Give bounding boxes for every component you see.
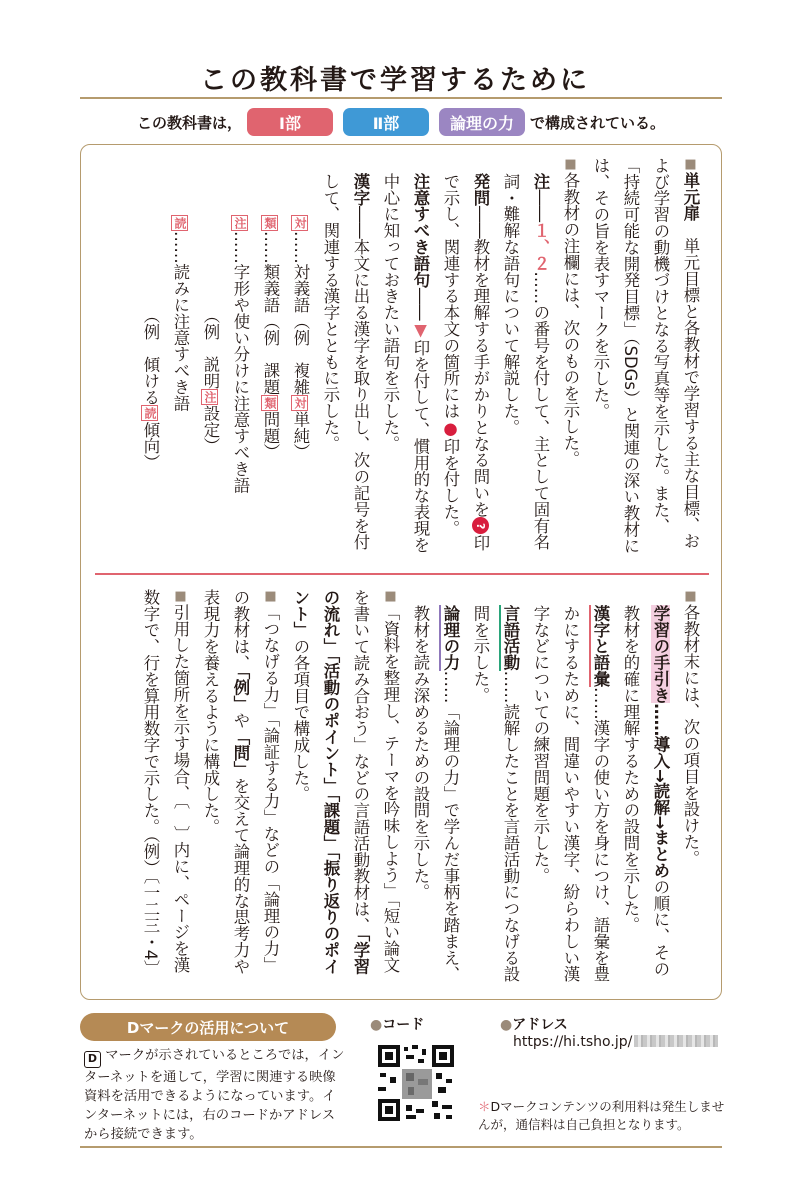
- question-text-3: 印を付した。: [441, 438, 460, 537]
- d-mark-icon: D: [84, 1051, 101, 1068]
- logic-heading: 論理の力: [441, 605, 460, 671]
- qr-code[interactable]: [376, 1043, 456, 1123]
- language-activity-text: ……読解したことを言語活動につなげる設問を示した。: [471, 605, 520, 983]
- fee-note-text: Dマークコンテンツの利用料は発生しませんが，通信料は自己負担となります。: [478, 1099, 725, 1132]
- synonym-text: ……類義語（例 課題: [261, 231, 280, 395]
- section-divider: [95, 573, 709, 575]
- square-bullet-icon: ■: [683, 157, 698, 172]
- question-heading: 発問: [471, 173, 490, 206]
- question-label: 「問」: [231, 728, 250, 778]
- logic-material-text-3: を交えて論理的な思考力や表現力を養えるように構成した。: [201, 589, 250, 975]
- triangle-marker-icon: ▼: [411, 320, 430, 340]
- synonym-tail: 問題）: [261, 410, 280, 461]
- square-bullet-icon: ■: [263, 589, 278, 604]
- logic-item: [405, 589, 465, 989]
- unit-door-text: 単元目標と各教材で学習する主な目標、および学習の動機づけとなる写真等を示した。また、「持続可能な開発目標」（SDGs）と関連の深い教材には、その旨を表すマークを示した。: [591, 157, 700, 554]
- usage-mark-example: 注: [203, 391, 217, 403]
- note-numbers: １、２: [531, 222, 550, 272]
- url-link[interactable]: [513, 1034, 718, 1050]
- kanji-text: 本文に出る漢字を取り出し、次の記号を付して、関連する漢字とともに示した。: [321, 173, 370, 551]
- question-text-1: 教材を理解する手がかりとなる問いを: [471, 238, 490, 518]
- dmark-description: [84, 1046, 346, 1144]
- page-title: この教科書で学習するために: [200, 65, 590, 96]
- reading-example-text: （例 傾ける: [141, 307, 160, 406]
- vocab-heading: 漢字と語彙: [591, 605, 610, 687]
- usage-row: [225, 157, 255, 557]
- reading-mark-example: 読: [143, 407, 157, 420]
- note-heading: 注: [531, 173, 550, 190]
- synonym-mark-example: 類: [263, 396, 277, 409]
- dmark-text: マークが示されているところでは，インターネットを通して，学習に関連する映像資料を活用できるようになっています。インターネットには，右のコードかアドレスから接続できます。: [84, 1048, 345, 1142]
- activity-material-paragraph: [285, 589, 405, 989]
- attention-heading: 注意すべき語句: [411, 173, 430, 288]
- url-text[interactable]: https://hi.tsho.jp/: [513, 1034, 633, 1050]
- vocab-item: [525, 589, 615, 989]
- reading-row: [165, 157, 195, 557]
- unit-door-paragraph: [585, 157, 705, 557]
- reading-example-tail: 傾向）: [141, 421, 160, 471]
- language-activity-heading: 言語活動: [501, 605, 520, 671]
- tebiki-heading: 学習の手引き: [651, 605, 670, 704]
- activity-text-2: の各項目で構成した。: [291, 638, 310, 803]
- activity-text-1: 「資料を整理し、テーマを吟味しよう」「短い論文を書いて読み合おう」などの言語活動教材は、: [351, 589, 400, 973]
- bullet-icon: ●: [500, 1017, 513, 1033]
- antonym-row: [285, 157, 315, 557]
- citation-paragraph: [135, 589, 195, 989]
- square-bullet-icon: ■: [173, 589, 188, 604]
- tebiki-item: [615, 589, 675, 989]
- question-item: 発問――教材を理解する手がかりとなる問いを?印で示し、関連する本文の箇所には●印を付した。: [441, 173, 490, 551]
- antonym-text: ……対義語（例 複雑: [291, 231, 310, 395]
- code-label-text: コード: [382, 1017, 425, 1033]
- intro-suffix: で構成されている。: [530, 113, 666, 132]
- tebiki-flow: ……導入→読解→まとめ: [651, 703, 670, 879]
- vocab-text: ……漢字の使い方を身につけ、語彙を豊かにするために、間違いやすい漢字、紛らわしい漢字などについての練習問題を示した。: [531, 605, 610, 983]
- language-activity-item: [465, 589, 525, 989]
- part2-badge: Ⅱ部: [343, 108, 429, 136]
- intro-line: [80, 107, 722, 137]
- top-section: [99, 157, 705, 557]
- attention-phrase-item: 注意すべき語句――▼印を付して、慣用的な表現を中心に知っておきたい語句を示した。: [381, 173, 430, 553]
- address-label-text: アドレス: [512, 1017, 568, 1033]
- usage-example: [195, 157, 225, 557]
- blurred-url-path: [634, 1035, 718, 1047]
- example-label: 「例」: [231, 671, 250, 712]
- synonym-mark: 類: [263, 217, 277, 229]
- address-label: [500, 1014, 568, 1034]
- antonym-mark-example: 対: [293, 396, 307, 409]
- usage-mark: 注: [233, 217, 247, 229]
- notes-intro-text: 各教材の注欄には、次のものを示した。: [561, 172, 580, 468]
- code-label: [370, 1014, 424, 1034]
- logic-material-text-2: や: [231, 712, 250, 729]
- notes-paragraph: [555, 157, 585, 557]
- bullet-icon: ●: [370, 1017, 383, 1033]
- logic-material-text-1: 「つなげる力」「論証する力」などの「論理の力」の教材は、: [231, 589, 280, 973]
- end-items-text: 各教材末には、次の項目を設けた。: [681, 604, 700, 867]
- bottom-section: [99, 589, 705, 989]
- note-dash: ――: [531, 189, 550, 223]
- reading-text: ……読みに注意すべき語: [171, 231, 190, 412]
- logic-material-paragraph: [195, 589, 285, 989]
- dmark-header: Dマークの活用について: [80, 1013, 336, 1041]
- kanji-item: 漢字――本文に出る漢字を取り出し、次の記号を付して、関連する漢字とともに示した。: [321, 173, 370, 551]
- usage-example-tail: 設定）: [201, 405, 220, 455]
- question-text-2: 印で示し、関連する本文の箇所には: [441, 173, 490, 551]
- citation-text: 引用した箇所を示す場合、〔 〕内に、ページを漢数字で、行を算用数字で示した。（例）〔一二三・4〕: [141, 589, 190, 977]
- square-bullet-icon: ■: [383, 589, 398, 604]
- antonym-mark: 対: [293, 217, 307, 229]
- red-dot-icon: ●: [441, 419, 460, 438]
- reading-mark: 読: [173, 217, 187, 229]
- tebiki-text: の順に、その教材を的確に理解するための設問を示した。: [621, 605, 670, 977]
- asterisk-icon: ＊: [478, 1099, 491, 1114]
- unit-door-heading: 単元扉: [681, 172, 700, 222]
- attention-text: 印を付して、慣用的な表現を中心に知っておきたい語句を示した。: [381, 173, 430, 553]
- usage-text: ……字形や使い分けに注意すべき語: [231, 231, 250, 494]
- square-bullet-icon: ■: [563, 157, 578, 172]
- note-text: ……の番号を付して、主として固有名詞・難解な語句について解説した。: [501, 173, 550, 551]
- activity-headings: 「学習の流れ」「活動のポイント」「課題」「振り返りのポイント」: [291, 589, 370, 975]
- synonym-row: [255, 157, 285, 557]
- logic-text: ……「論理の力」で学んだ事柄を踏まえ、教材を読み深めるための設問を示した。: [411, 605, 460, 983]
- part1-badge: Ⅰ部: [247, 108, 333, 136]
- kanji-heading: 漢字: [351, 173, 370, 206]
- reading-example: [135, 157, 165, 557]
- logic-badge: 論理の力: [439, 108, 525, 136]
- content-box: [80, 144, 722, 1000]
- question-mark-icon: ?: [472, 517, 489, 534]
- title-rule: [80, 97, 722, 99]
- bottom-rule: [80, 1146, 722, 1148]
- antonym-tail: 単純）: [291, 410, 310, 461]
- intro-prefix: この教科書は，: [136, 113, 242, 132]
- usage-example-text: （例 説明: [201, 307, 220, 389]
- fee-note: [478, 1098, 728, 1134]
- square-bullet-icon: ■: [683, 589, 698, 604]
- end-items-paragraph: [675, 589, 705, 989]
- note-item: [495, 157, 555, 557]
